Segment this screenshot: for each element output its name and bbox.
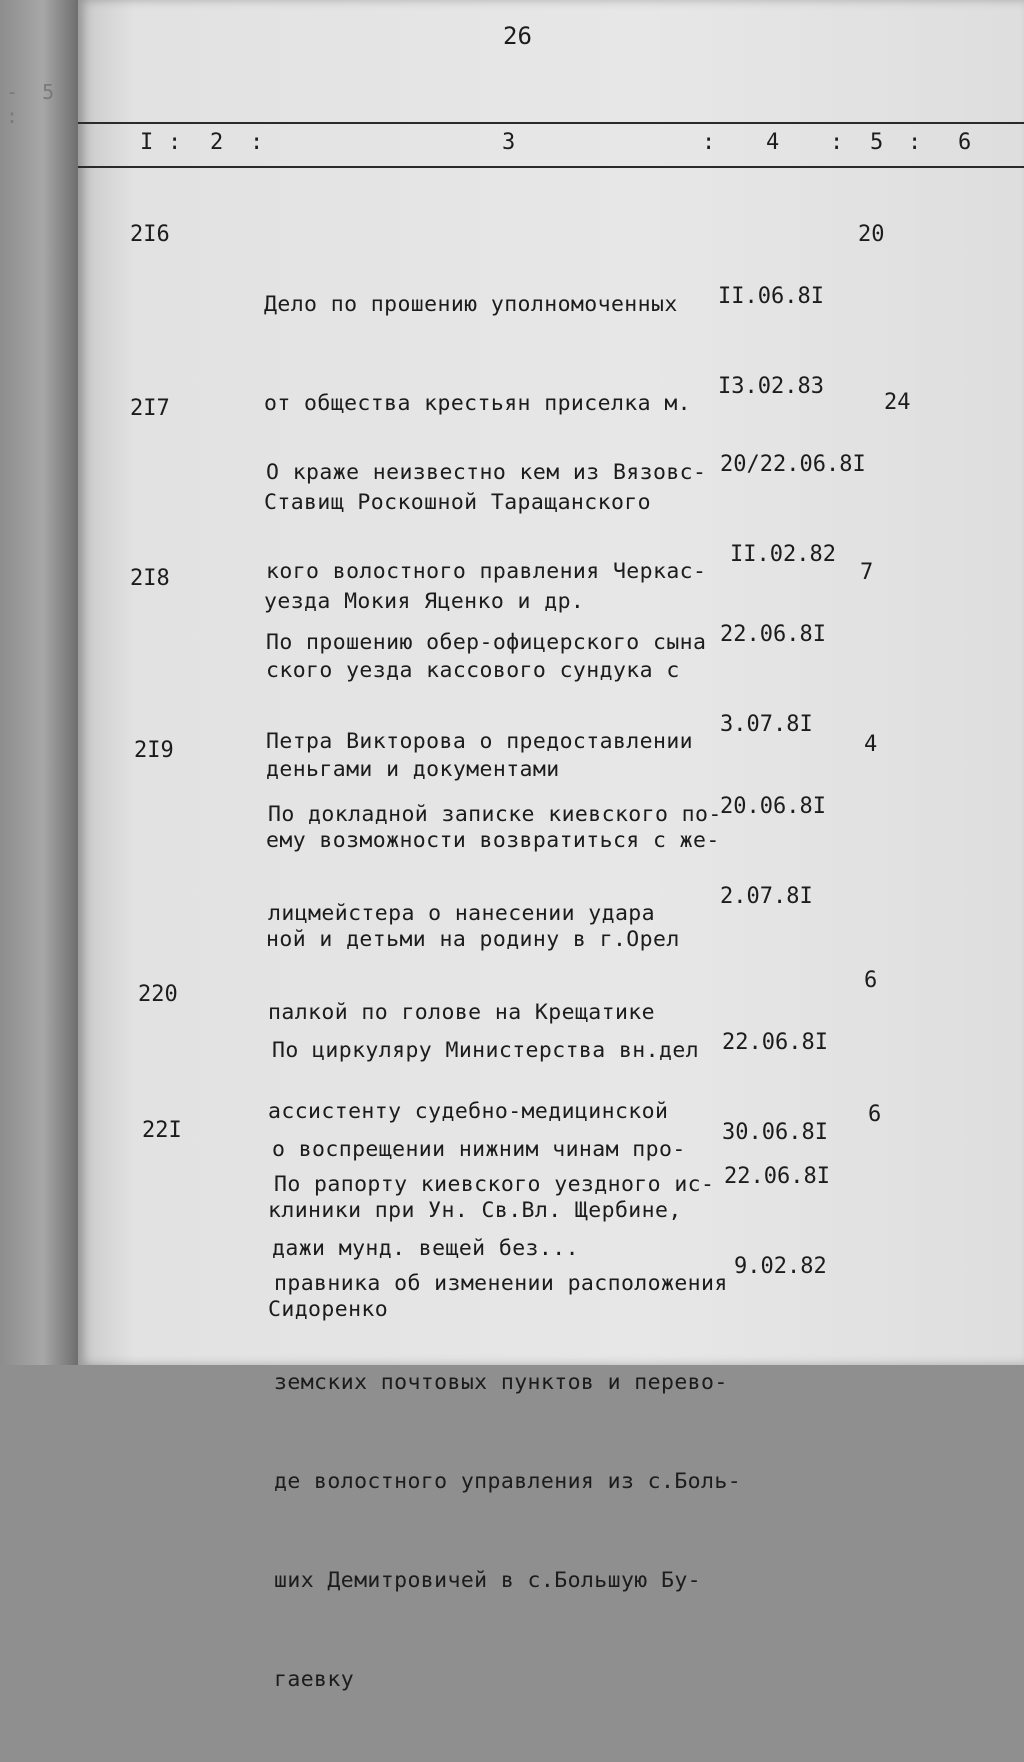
title-line: деньгами и документами (266, 757, 560, 782)
title-line: дажи мунд. вещей без... (272, 1236, 579, 1261)
title-line: По прошению обер-офицерского сына (266, 630, 707, 655)
date-end: 2.07.8I (720, 884, 813, 909)
title-line: кого волостного правления Черкас- (266, 559, 707, 584)
date-start: 22.06.8I (724, 1164, 830, 1189)
title-line: о воспрещении нижним чинам про- (272, 1137, 686, 1162)
column-separator: : (702, 130, 716, 155)
record-number: 2I9 (134, 738, 174, 763)
column-separator: : (830, 130, 844, 155)
column-header-1: I (140, 130, 155, 155)
title-line: ского уезда кассового сундука с (266, 658, 680, 683)
title-line: О краже неизвестно кем из Вязовс- (266, 460, 707, 485)
column-separator: : (250, 130, 264, 155)
title-line: Сидоренко (268, 1297, 389, 1322)
date-end: I3.02.83 (718, 374, 824, 399)
column-separator: : (168, 130, 182, 155)
title-line: гаевку (274, 1667, 355, 1692)
sheet-count: 6 (868, 1102, 882, 1127)
title-line: ему возможности возвратиться с же- (266, 828, 720, 853)
record-number: 2I8 (130, 566, 170, 591)
date-start: II.06.8I (718, 284, 824, 309)
column-header-4: 4 (766, 130, 781, 155)
sheet-count: 6 (864, 968, 878, 993)
title-line: ших Демитровичей в с.Большую Бу- (274, 1568, 702, 1593)
title-line: ной и детьми на родину в г.Орел (266, 927, 680, 952)
title-line: де волостного управления из с.Боль- (274, 1469, 742, 1494)
column-header-5: 5 (870, 130, 885, 155)
record-title (274, 1102, 741, 1762)
title-line: лицмейстера о нанесении удара (268, 901, 655, 926)
title-line: Петра Викторова о предоставлении (266, 729, 694, 754)
page-number: 26 (503, 22, 532, 50)
sheet-count: 4 (864, 732, 878, 757)
title-line: от общества крестьян приселка м. (264, 391, 692, 416)
column-separator: : (908, 130, 922, 155)
header-rule-bottom (78, 166, 1024, 168)
date-start: 20/22.06.8I (720, 452, 866, 477)
record-number: 2I6 (130, 222, 170, 247)
record-number: 22I (142, 1118, 182, 1143)
title-line: ассистенту судебно-медицинской (268, 1099, 669, 1124)
document-page (78, 0, 1024, 1692)
date-start: 22.06.8I (722, 1030, 828, 1055)
title-line: клиники при Ун. Св.Вл. Щербине, (268, 1198, 682, 1223)
sheet-count: 7 (860, 560, 874, 585)
title-line: уезда Мокия Яценко и др. (264, 589, 585, 614)
date-start: 20.06.8I (720, 794, 826, 819)
column-header-3: 3 (502, 130, 517, 155)
column-header-2: 2 (210, 130, 225, 155)
title-line: земских почтовых пунктов и перево- (274, 1370, 728, 1395)
record-number: 220 (138, 982, 178, 1007)
header-rule-top (78, 122, 1024, 124)
title-line: палкой по голове на Крещатике (268, 1000, 655, 1025)
left-margin-fragment: - 5 : (6, 80, 61, 128)
date-start: 22.06.8I (720, 622, 826, 647)
title-line: Ставищ Роскошной Таращанского (264, 490, 651, 515)
record-dates (720, 732, 826, 972)
title-line: Дело по прошению уполномоченных (264, 292, 678, 317)
title-line: По рапорту киевского уездного ис- (274, 1172, 715, 1197)
column-header-6: 6 (958, 130, 973, 155)
sheet-count: 24 (884, 390, 911, 415)
date-end: 30.06.8I (722, 1120, 828, 1145)
date-end: 3.07.8I (720, 712, 813, 737)
title-line: правника об изменении расположения (274, 1271, 728, 1296)
title-line: По докладной записке киевского по- (268, 802, 722, 827)
title-line: По циркуляру Министерства вн.дел (272, 1038, 700, 1063)
date-end: II.02.82 (730, 542, 836, 567)
sheet-count: 20 (858, 222, 885, 247)
record-number: 2I7 (130, 396, 170, 421)
record-dates (724, 1102, 830, 1342)
date-end: 9.02.82 (734, 1254, 827, 1279)
left-facing-page (0, 0, 78, 1365)
